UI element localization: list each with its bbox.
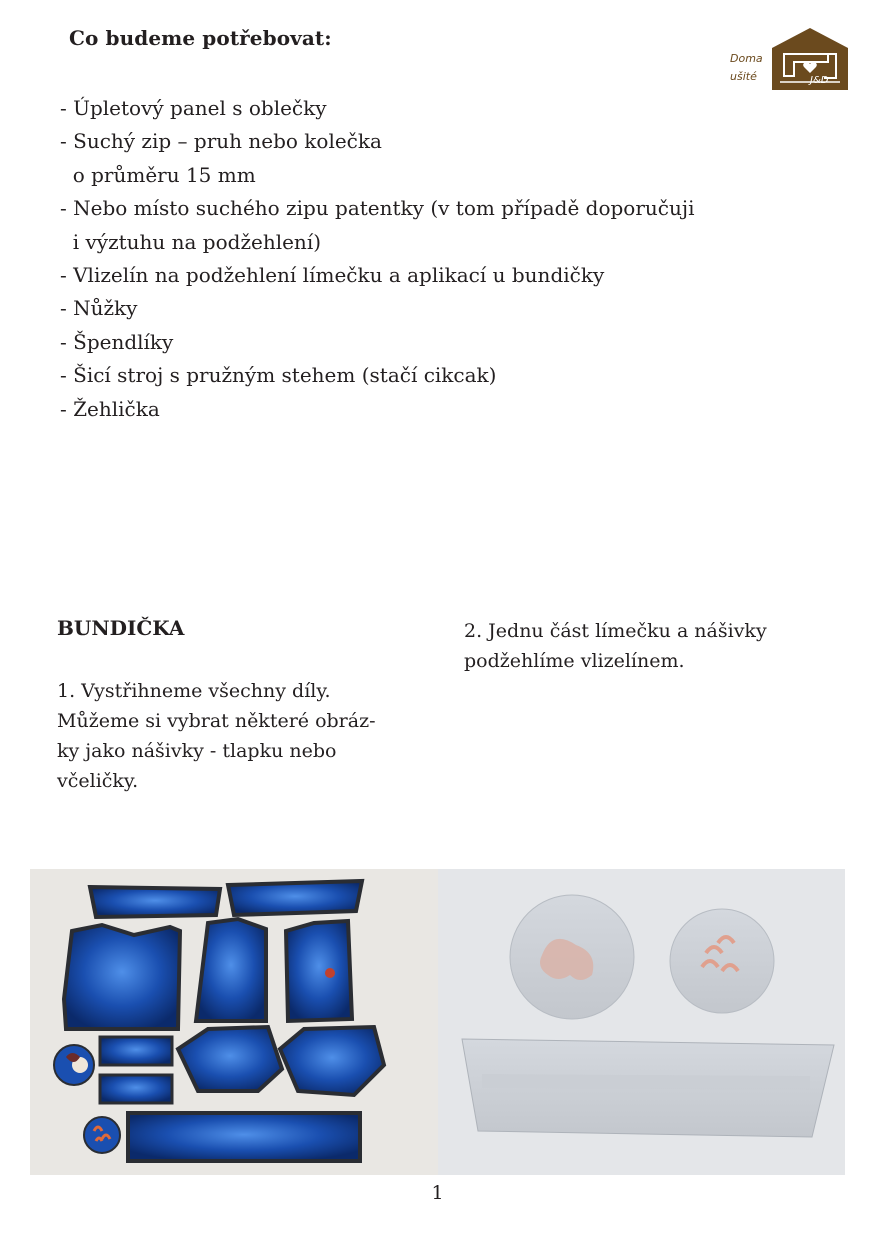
step-line: včeličky. — [57, 770, 139, 792]
list-item: o průměru 15 mm — [60, 162, 256, 187]
materials-list — [60, 92, 694, 426]
list-item: - Nůžky — [60, 296, 138, 321]
section-title: BUNDIČKA — [57, 616, 185, 640]
page-number: 1 — [431, 1182, 444, 1204]
step-line: ky jako nášivky - tlapku nebo — [57, 740, 337, 762]
step-line: 1. Vystřihneme všechny díly. — [57, 680, 331, 702]
step-line: Můžeme si vybrat některé obráz- — [57, 710, 376, 732]
logo-initials: J&D — [810, 75, 829, 86]
step-line: 2. Jednu část límečku a nášivky — [464, 620, 767, 642]
materials-heading: Co budeme potřebovat: — [69, 26, 332, 50]
logo-word-doma: Doma — [730, 52, 763, 65]
photo-interfaced-pieces — [438, 869, 845, 1175]
list-item: - Úpletový panel s oblečky — [60, 96, 327, 120]
list-item: - Špendlíky — [60, 329, 174, 354]
step-1-text — [57, 676, 417, 796]
list-item: - Suchý zip – pruh nebo kolečka — [60, 129, 382, 154]
logo-word-usite: ušité — [730, 70, 757, 83]
instruction-photos — [30, 869, 845, 1175]
photo-cut-pieces — [30, 869, 438, 1175]
list-item: - Žehlička — [60, 396, 160, 421]
step-line: podžehlíme vlizelínem. — [464, 650, 685, 672]
list-item: - Vlizelín na podžehlení límečku a aplikací u bundičky — [60, 263, 605, 288]
list-item: i výztuhu na podžehlení) — [60, 229, 322, 254]
list-item: - Šicí stroj s pružným stehem (stačí cikcak) — [60, 363, 497, 388]
step-2-text — [464, 616, 824, 676]
list-item: - Nebo místo suchého zipu patentky (v tom případě doporučuji — [60, 196, 695, 221]
doma-usite-logo — [726, 26, 848, 92]
